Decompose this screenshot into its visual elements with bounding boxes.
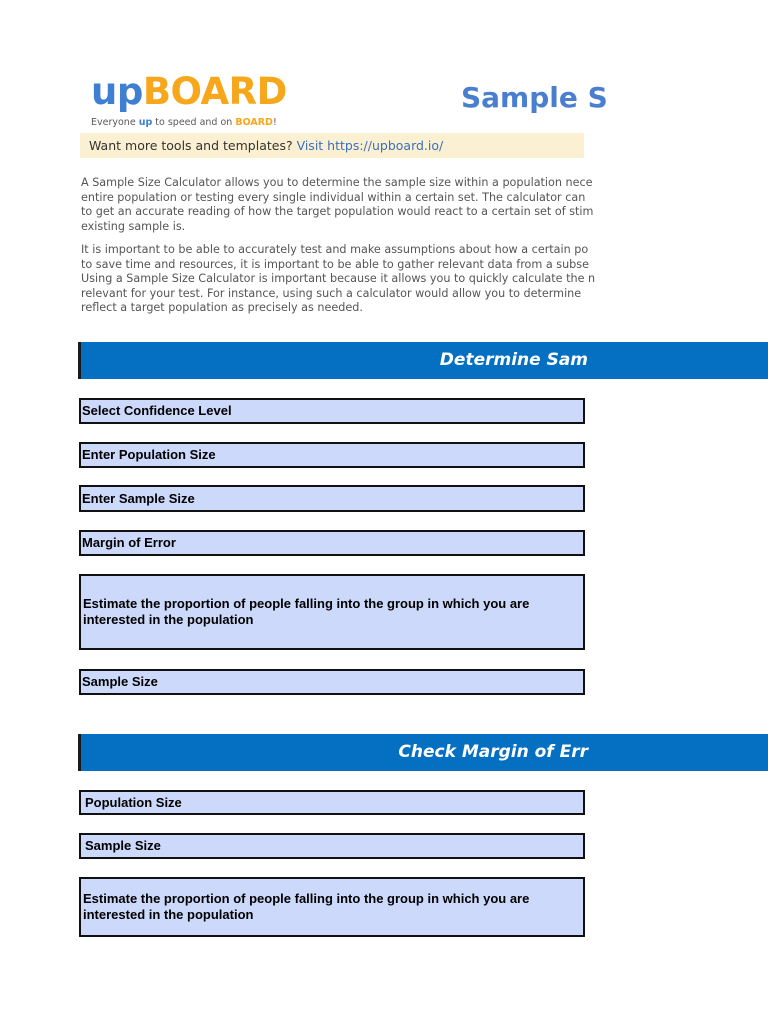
promo-link[interactable]: Visit https://upboard.io/ bbox=[296, 138, 444, 153]
intro-line: entire population or testing every single individual within a certain set. The calculator can bbox=[81, 190, 586, 204]
section-header-check-margin bbox=[78, 734, 768, 771]
tagline-part: to speed and on bbox=[152, 117, 236, 128]
intro-line: Using a Sample Size Calculator is important because it allows you to quickly calculate the n bbox=[81, 272, 596, 285]
intro-line: It is important to be able to accurately test and make assumptions about how a certain po bbox=[81, 243, 589, 256]
tagline-part: ! bbox=[272, 117, 277, 128]
tagline-up: up bbox=[138, 117, 153, 128]
section-header-determine-sample bbox=[78, 342, 768, 379]
intro-paragraph-2 bbox=[81, 243, 596, 316]
field-label-line: Estimate the proportion of people falling into the group in which you are bbox=[83, 596, 530, 611]
check-proportion-estimate-field[interactable] bbox=[79, 877, 585, 937]
field-label bbox=[81, 891, 529, 923]
intro-line: A Sample Size Calculator allows you to determine the sample size within a population nece bbox=[81, 176, 593, 189]
section-header-text: Determine Sam bbox=[439, 350, 588, 370]
sample-size-result-field[interactable] bbox=[79, 669, 585, 695]
page-title: Sample S bbox=[461, 81, 608, 114]
field-label: Sample Size bbox=[85, 838, 161, 853]
upboard-logo bbox=[91, 70, 287, 114]
check-sample-size-field[interactable] bbox=[79, 833, 585, 859]
field-label: Enter Population Size bbox=[82, 447, 216, 462]
intro-line: to get an accurate reading of how the target population would react to a certain set of stim bbox=[81, 205, 594, 218]
promo-text: Want more tools and templates? bbox=[89, 138, 297, 153]
tagline-board: BOARD bbox=[235, 117, 273, 128]
field-label-line: Estimate the proportion of people falling into the group in which you are bbox=[83, 891, 530, 906]
logo-board-text: BOARD bbox=[142, 70, 287, 113]
confidence-level-field[interactable] bbox=[79, 398, 585, 424]
intro-line: reflect a target population as precisely as needed. bbox=[81, 301, 363, 314]
logo-up-text: up bbox=[91, 70, 143, 113]
intro-paragraph-1 bbox=[81, 176, 594, 234]
intro-line: to save time and resources, it is important to be able to gather relevant data from a subse bbox=[81, 257, 589, 271]
check-population-size-field[interactable] bbox=[79, 790, 585, 815]
logo-tagline bbox=[91, 117, 277, 128]
field-label-line: interested in the population bbox=[83, 612, 254, 627]
intro-line: existing sample is. bbox=[81, 219, 186, 233]
tagline-part: Everyone bbox=[91, 117, 139, 128]
sample-size-field[interactable] bbox=[79, 485, 585, 512]
field-label: Enter Sample Size bbox=[82, 490, 195, 506]
population-size-field[interactable] bbox=[79, 442, 585, 468]
field-label: Sample Size bbox=[82, 674, 158, 689]
field-label bbox=[81, 596, 529, 628]
section-header-text: Check Margin of Err bbox=[398, 742, 588, 762]
promo-banner bbox=[80, 133, 584, 158]
proportion-estimate-field[interactable] bbox=[79, 574, 585, 650]
field-label: Margin of Error bbox=[82, 535, 176, 550]
margin-of-error-field[interactable] bbox=[79, 530, 585, 556]
intro-line: relevant for your test. For instance, using such a calculator would allow you to determine bbox=[81, 286, 582, 300]
field-label: Population Size bbox=[85, 794, 182, 810]
field-label: Select Confidence Level bbox=[82, 403, 232, 418]
field-label-line: interested in the population bbox=[83, 907, 254, 922]
